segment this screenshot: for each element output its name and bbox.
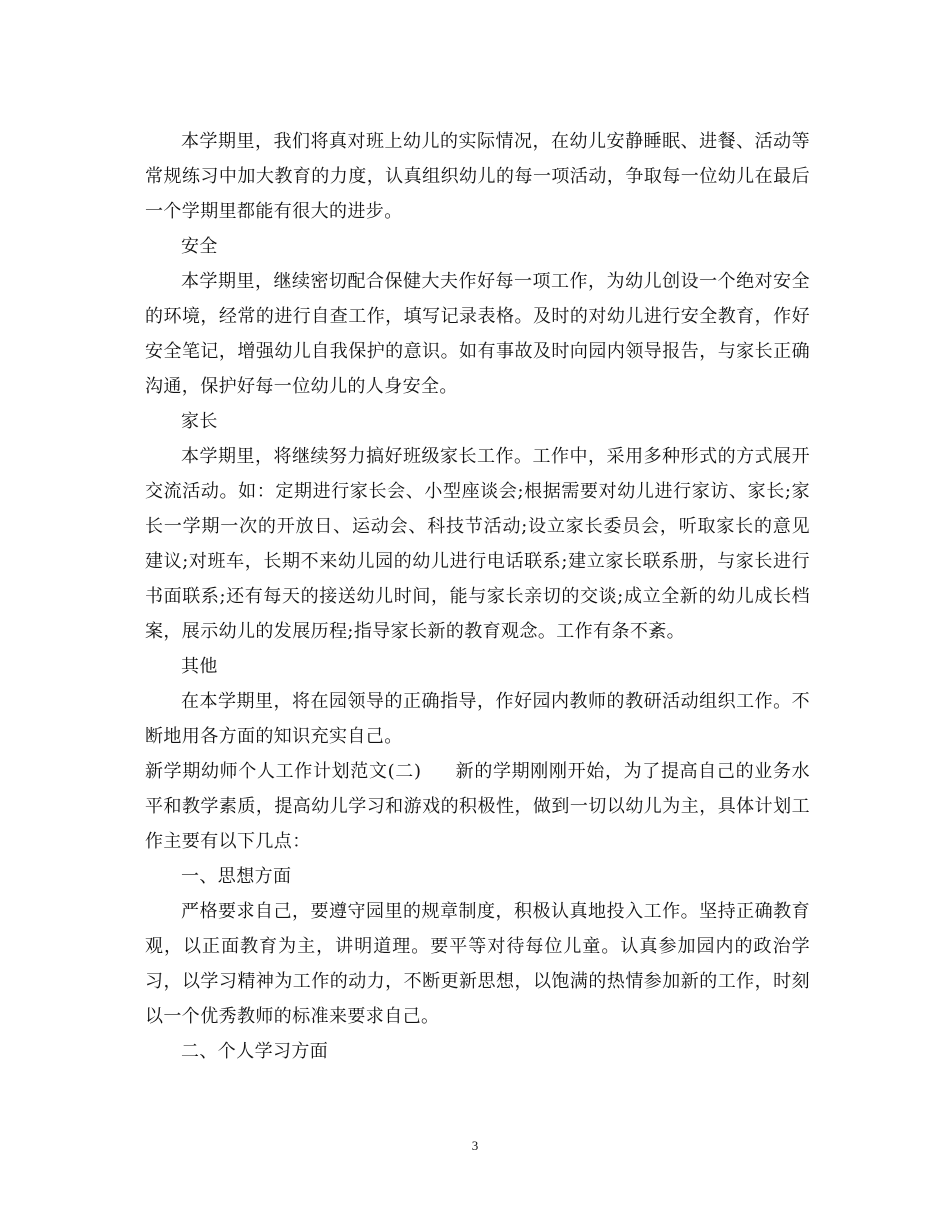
heading-parents: 家长 (181, 411, 218, 432)
heading-thought: 一、思想方面 (181, 866, 292, 887)
heading-other: 其他 (181, 656, 218, 677)
page-number: 3 (471, 1138, 479, 1153)
paragraph-other: 在本学期里，将在园领导的正确指导，作好园内教师的教研活动组织工作。不断地用各方面的知识充实自己。 (145, 691, 810, 747)
paragraph-parents: 本学期里，将继续努力搞好班级家长工作。工作中，采用多种形式的方式展开交流活动。如：定期进行家长会、小型座谈会;根据需要对幼儿进行家访、家长;家长一学期一次的开放日、运动会、科技节活动;设立家长委员会，听取家长的意见建议;对班车，长期不来幼儿园的幼儿进行电话联系;建立家长联系册，与家长进行书面联系;还有每天的接送幼儿时间，能与家长亲切的交谈;成立全新的幼儿成长档案，展示幼儿的发展历程;指导家长新的教育观念。工作有条不紊。 (145, 446, 810, 642)
section-title: 新学期幼师个人工作计划范文(二) (145, 761, 422, 782)
section-two-paragraph (145, 754, 810, 859)
heading-personal-study: 二、个人学习方面 (181, 1041, 329, 1062)
paragraph-routine: 本学期里，我们将真对班上幼儿的实际情况，在幼儿安静睡眠、进餐、活动等常规练习中加大教育的力度，认真组织幼儿的每一项活动，争取每一位幼儿在最后一个学期里都能有很大的进步。 (145, 131, 810, 222)
section-intro: 新的学期刚刚开始，为了提高自己的业务水平和教学素质，提高幼儿学习和游戏的积极性，做到一切以幼儿为主，具体计划工作主要有以下几点： (145, 761, 810, 852)
paragraph-safety: 本学期里，继续密切配合保健大夫作好每一项工作，为幼儿创设一个绝对安全的环境，经常的进行自查工作，填写记录表格。及时的对幼儿进行安全教育，作好安全笔记，增强幼儿自我保护的意识。如有事故及时向园内领导报告，与家长正确沟通，保护好每一位幼儿的人身安全。 (145, 271, 810, 397)
document-body (145, 124, 810, 1069)
paragraph-thought: 严格要求自己，要遵守园里的规章制度，积极认真地投入工作。坚持正确教育观，以正面教育为主，讲明道理。要平等对待每位儿童。认真参加园内的政治学习，以学习精神为工作的动力，不断更新思想，以饱满的热情参加新的工作，时刻以一个优秀教师的标准来要求自己。 (145, 901, 810, 1027)
heading-safety: 安全 (181, 236, 218, 257)
